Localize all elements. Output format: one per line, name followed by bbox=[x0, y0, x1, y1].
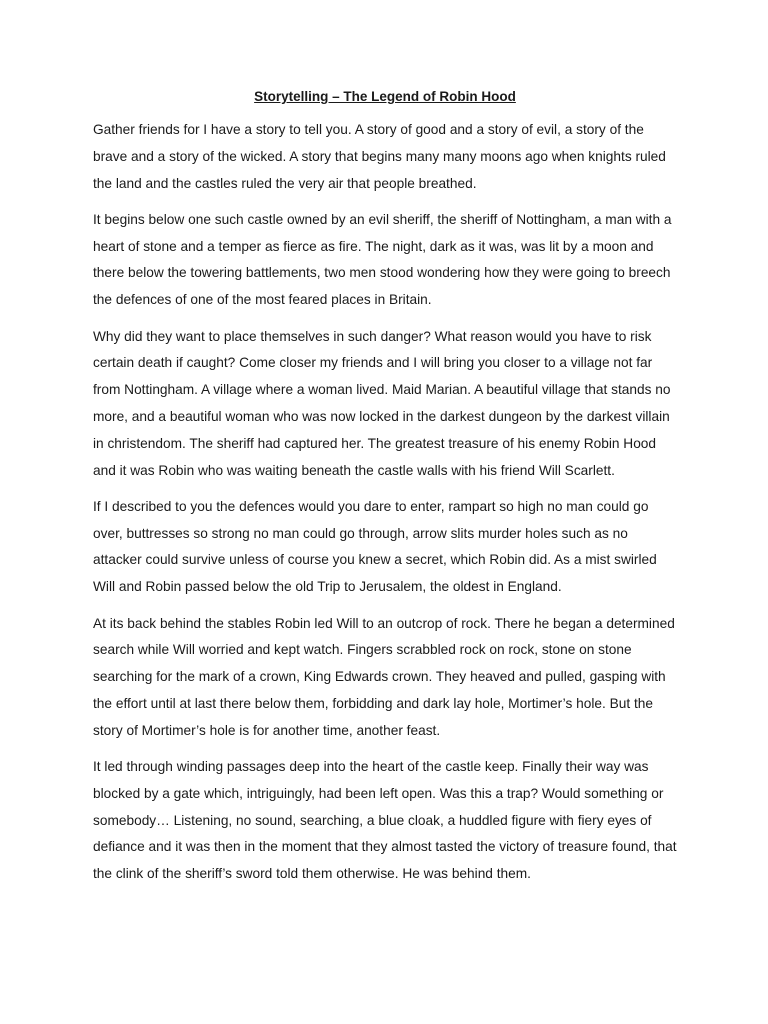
paragraph-1: Gather friends for I have a story to tell you. A story of good and a story of evil, a story of the brave and a story of the wicked. A story that begins many many moons ago when knights ruled the land and the castles ruled the very air that people breathed. bbox=[93, 122, 666, 191]
document-title: Storytelling – The Legend of Robin Hood bbox=[254, 89, 516, 104]
document-body bbox=[93, 86, 677, 898]
paragraph-3: Why did they want to place themselves in such danger? What reason would you have to risk certain death if caught? Come closer my friends and I will bring you closer to a village not far from Nottingham. A village where a woman lived. Maid Marian. A beautiful village that stands no more, and a beautiful woman who was now locked in the darkest dungeon by the darkest villain in christendom. The sheriff had captured her. The greatest treasure of his enemy Robin Hood and it was Robin who was waiting beneath the castle walls with his friend Will Scarlett. bbox=[93, 328, 671, 478]
paragraph-2: It begins below one such castle owned by an evil sheriff, the sheriff of Nottingham, a man with a heart of stone and a temper as fierce as fire. The night, dark as it was, was lit by a moon and there below the towering battlements, two men stood wondering how they were going to breech the defences of one of the most feared places in Britain. bbox=[93, 211, 672, 308]
paragraph-5: At its back behind the stables Robin led Will to an outcrop of rock. There he began a determined search while Will worried and kept watch. Fingers scrabbled rock on rock, stone on stone searching for the mark of a crown, King Edwards crown. They heaved and pulled, gasping with the effort until at last there below them, forbidding and dark lay hole, Mortimer’s hole. But the story of Mortimer’s hole is for another time, another feast. bbox=[93, 615, 675, 738]
paragraph-4: If I described to you the defences would you dare to enter, rampart so high no man could go over, buttresses so strong no man could go through, arrow slits murder holes such as no attacker could survive unless of course you knew a secret, which Robin did. As a mist swirled Will and Robin passed below the old Trip to Jerusalem, the oldest in England. bbox=[93, 498, 657, 595]
paragraph-6: It led through winding passages deep into the heart of the castle keep. Finally their way was blocked by a gate which, intriguingly, had been left open. Was this a trap? Would something or somebody… Listening, no sound, searching, a blue cloak, a huddled figure with fiery eyes of defiance and it was then in the moment that they almost tasted the victory of treasure found, that the clink of the sheriff’s sword told them otherwise. He was behind them. bbox=[93, 759, 677, 882]
